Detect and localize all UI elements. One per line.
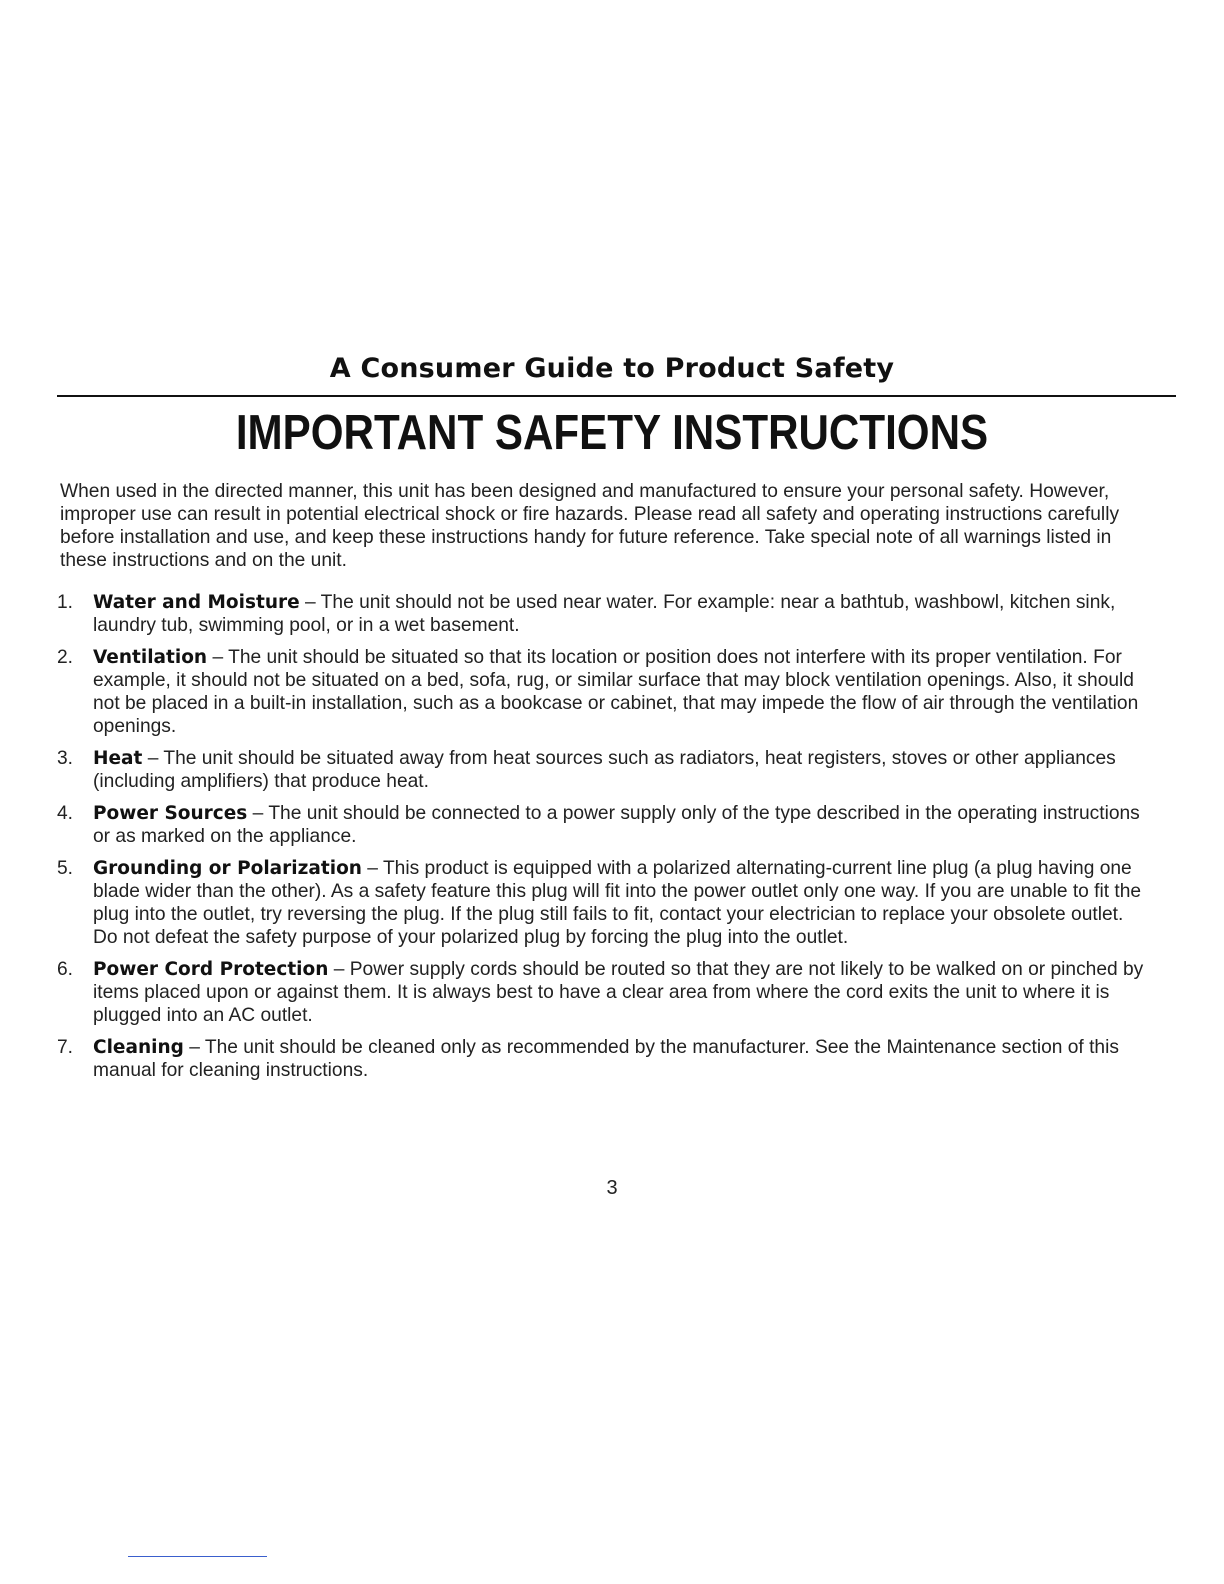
item-text: – The unit should not be used near water. For example: near a bathtub, washbowl, kitchen sink, laundry tub, swimming pool, or in a wet basement. — [93, 592, 1116, 636]
item-term: Power Sources — [93, 803, 248, 824]
guide-title: A Consumer Guide to Product Safety — [329, 353, 895, 384]
item-term: Power Cord Protection — [93, 959, 329, 980]
safety-item-power-cord-protection — [0, 958, 1148, 1027]
item-term: Ventilation — [93, 647, 208, 668]
safety-item-water-moisture — [0, 591, 1148, 637]
safety-item-grounding-polarization — [0, 857, 1148, 949]
safety-item-heat — [0, 747, 1148, 793]
footer-line — [128, 1556, 267, 1557]
main-title: IMPORTANT SAFETY INSTRUCTIONS — [235, 406, 989, 460]
item-text: – The unit should be cleaned only as recommended by the manufacturer. See the Maintenance section of this manual for cleaning instructions. — [93, 1037, 1119, 1081]
item-number: 1. — [57, 592, 74, 613]
item-number: 4. — [57, 803, 74, 824]
safety-item-power-sources — [0, 802, 1148, 848]
title-rule — [57, 395, 1176, 397]
item-term: Heat — [93, 748, 143, 769]
item-text: – The unit should be situated so that its location or position does not interfere with its proper ventilation. For example, it should not be situated on a bed, sofa, rug, or similar surface that may block ventilation openings. Also, it should not be placed in a built-in installation, such as a bookcase or cabinet, that may impede the flow of air through the ventilation openings. — [93, 647, 1139, 737]
safety-item-ventilation — [0, 646, 1148, 738]
item-term: Water and Moisture — [93, 592, 300, 613]
item-number: 6. — [57, 959, 74, 980]
item-number: 2. — [57, 647, 74, 668]
item-text: – Power supply cords should be routed so that they are not likely to be walked on or pinched by items placed upon or against them. It is always best to have a clear area from where the cord exits the unit to where it is plugged into an AC outlet. — [93, 959, 1144, 1026]
page-number: 3 — [606, 1177, 618, 1199]
item-text: – The unit should be connected to a power supply only of the type described in the operating instructions or as marked on the appliance. — [93, 803, 1140, 847]
safety-instructions-list — [0, 591, 1224, 1091]
item-term: Grounding or Polarization — [93, 858, 362, 879]
item-text: – The unit should be situated away from heat sources such as radiators, heat registers, stoves or other appliances (including amplifiers) that produce heat. — [93, 748, 1116, 792]
item-number: 7. — [57, 1037, 74, 1058]
intro-paragraph: When used in the directed manner, this unit has been designed and manufactured to ensure your personal safety. However, improper use can result in potential electrical shock or fire hazards. Please read all safety and operating instructions carefully before installation and use, and keep these instructions handy for future reference. Take special note of all warnings listed in these instructions and on the unit. — [60, 481, 1120, 571]
item-number: 3. — [57, 748, 74, 769]
item-term: Cleaning — [93, 1037, 184, 1058]
safety-item-cleaning — [0, 1036, 1148, 1082]
item-number: 5. — [57, 858, 74, 879]
item-text: – This product is equipped with a polarized alternating-current line plug (a plug having one blade wider than the other). As a safety feature this plug will fit into the power outlet only one way. If you are unable to fit the plug into the outlet, try reversing the plug. If the plug still fails to fit, contact your electrician to replace your obsolete outlet. Do not defeat the safety purpose of your polarized plug by forcing the plug into the outlet. — [93, 858, 1142, 948]
